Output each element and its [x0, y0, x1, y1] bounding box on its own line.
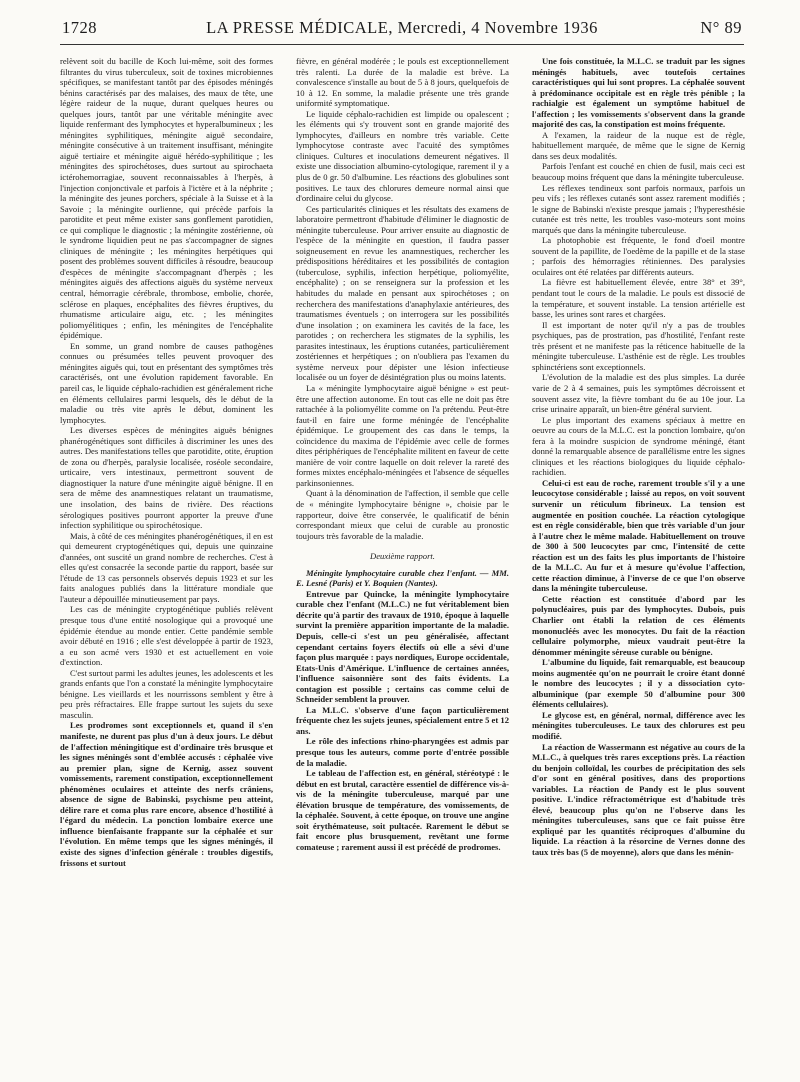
- paragraph: La M.L.C. s'observe d'une façon particulièrement fréquente chez les sujets jeunes, spécialement entre 5 et 12 ans.: [296, 704, 509, 736]
- paragraph: La réaction de Wassermann est négative au cours de la M.L.C., à quelques très rares exceptions près. La réaction du benjoin colloïdal, les courbes de précipitation des sels d'or sont en général positives, dans des proportions variables. La réaction de Pandy est le plus souvent positive. L'indice réfractométrique est d'habitude très élevé, beaucoup plus qu'on ne l'observe dans les méningites tuberculeuses, sans que ce fait puisse être expliqué par les quantités réciproques d'albumine du liquide. La réaction à la résorcine de Vernes donne des taux très bas (5 de moyenne), alors que dans les ménin-: [532, 741, 745, 858]
- paragraph: La photophobie est fréquente, le fond d'oeil montre souvent de la papillite, de l'oedème de la papille et de la stase ; parfois des hémorragies rétiniennes. Des paralysies oculaires ont été relatées par différents auteurs.: [532, 235, 745, 277]
- paragraph: Le rôle des infections rhino-pharyngées est admis par presque tous les auteurs, comme porte d'entrée possible de la maladie.: [296, 736, 509, 768]
- paragraph: A l'examen, la raideur de la nuque est de règle, habituellement marquée, de même que le signe de Kernig dans ses deux modalités.: [532, 129, 745, 161]
- column-3: [532, 56, 745, 1074]
- header-rule: [60, 44, 744, 45]
- column-2: [296, 56, 509, 1074]
- issue-number: N° 89: [700, 18, 742, 37]
- paragraph: Les prodromes sont exceptionnels et, quand il s'en manifeste, ne durent pas plus d'un à deux jours. Le début de l'affection méningitique est d'ordinaire très brusque et les signes méningés sont d'emblée accusés : céphalée vive au premier plan, signe de Kernig, assez souvent vomissements, rarement constipation, exceptionnellement phénomènes oculaires et atteinte des nerfs crâniens, absence de signe de Babinski, psychisme peu atteint, délire rare et coma plus rare encore, absence d'hostilité à l'égard du médecin. La ponction lombaire exerce une influence bienfaisante frappante sur la céphalée et sur l'évolution. En même temps que les signes méningés, il existe des signes d'infection générale : troubles digestifs, frissons et surtout: [60, 720, 273, 868]
- paragraph: Parfois l'enfant est couché en chien de fusil, mais ceci est beaucoup moins fréquent que dans la méningite tuberculeuse.: [532, 161, 745, 183]
- paragraph: relèvent soit du bacille de Koch lui-même, soit des formes filtrantes du virus tuberculeux, soit de toxines microbiennes spécifiques, se manifestant tantôt par des épisodes méningés bénins caractérisés par des malaises, des maux de tête, une légère raideur de la nuque, durant quelques heures ou quelques jours, tantôt par une véritable méningite avec liquide renfermant des lymphocytes et hyperalbumineux ; les méningites syphilitiques, méningite aiguë secondaire, méningite consécutive à un traitement insuffisant, méningite aiguë tertiaire et méningite aiguë hérédo-syphilitique ; les méningites des spirochétoses, dues surtout au spirochaeta ictérohemorragiae, souvent reconnaissables à l'herpès, à l'injection conjonctivale et parfois à l'ictère et à la néphrite ; la méningite des jeunes porchers, spéciale à la Suisse et à la Savoie ; la méningite ourlienne, qui précède parfois la parotidite et peut même exister sans gonflement parotidien, ce qui complique le diagnostic ; la méningite zostérienne, où le syndrome liquidien peut ne pas s'accompagner de signes cliniques de méningite ; les méningites herpétiques qui posent des problèmes souvent difficiles à résoudre, beaucoup d'espèces de méningite s'accompagnant d'herpès ; les méningites aiguës des affections aiguës du système nerveux central, hémorragie cérébrale, thrombose, embolie, chorée, sclérose en plaques, encéphalites des fièvres éruptives, du rhumatisme articulaire aigu, etc. ; les méningites poliomyélitiques ; enfin, les méningites de l'encéphalite épidémique.: [60, 56, 273, 341]
- paragraph: Une fois constituée, la M.L.C. se traduit par les signes méningés habituels, avec toutefois certaines caractéristiques qui lui sont propres. La céphalée souvent à prédominance occipitale est en règle très pénible ; la rachialgie est également un symptôme habituel de l'affection ; les vomissements s'observent dans la grande majorité des cas, la constipation est moins fréquente.: [532, 56, 745, 130]
- paragraph: Il est important de noter qu'il n'y a pas de troubles psychiques, pas de prostration, pas d'hostilité, l'enfant reste très présent et ne manifeste pas la réticence habituelle de la méningite tuberculeuse. L'asthénie est de règle. Les troubles sphinctériens sont exceptionnels.: [532, 319, 745, 372]
- paragraph: Le tableau de l'affection est, en général, stéréotypé : le début en est brutal, caractère essentiel de différence vis-à-vis de la méningite tuberculeuse, marqué par une élévation brusque de température, des vomissements, de la céphalée. Souvent, à cette époque, on trouve une angine soit érythémateuse, soit pultacée. Rarement le début se fait encore plus brusquement, revêtant une forme comateuse ; rarement aussi il est précédé de prodromes.: [296, 768, 509, 852]
- paragraph: La fièvre est habituellement élevée, entre 38° et 39°, pendant tout le cours de la maladie. Le pouls est dissocié de la température, et souvent instable. La tension artérielle est basse, les urines sont rares et chargées.: [532, 277, 745, 320]
- paragraph: En somme, un grand nombre de causes pathogènes connues ou présumées telles peuvent provoquer des méningites aiguës qui, tout en présentant des symptômes très caractérisés, ont une évolution rapidement favorable. En pareil cas, le liquide céphalo-rachidien est généralement riche en éléments cellulaires parmi lesquels, dès le début de la maladie ou très vite après le début, dominent les lymphocytes.: [60, 340, 273, 425]
- paragraph: Les diverses espèces de méningites aiguës bénignes phanérogénétiques sont difficiles à discriminer les unes des autres. Des manifestations telles que parotidite, otite, éruption de zona ou d'herpès, paralysie localisée, roséole secondaire, urticaire, vers intestinaux, permettront souvent de diagnostiquer la nature d'une méningite aiguë bénigne. Il en sera de même des anamnestiques relatant un traumatisme, une insolation, des bains de rivière. Des réactions sérologiques positives pourront apporter la preuve d'une infection syphilitique ou spirochétosique.: [60, 425, 273, 531]
- paragraph: Ces particularités cliniques et les résultats des examens de laboratoire permettront d'habitude d'éliminer le diagnostic de méningite tuberculeuse. Pour arriver ensuite au diagnostic de l'espèce de la méningite en question, il faudra passer soigneusement en revue les anamnestiques, rechercher les prédispositions héréditaires et les possibilités de contagion (tuberculose, syphilis, infection herpétique, poliomyélite, encéphalite) ; on se renseignera sur la profession et les habitudes du malade en pensant aux spirochétoses ; on recherchera des manifestations d'anaphylaxie antérieures, des traumatismes éventuels ; on interrogera sur les possibilités d'une insolation ; on examinera les cavités de la face, les parotides ; on recherchera les stigmates de la syphilis, les parasites intestinaux, les éruptions cutanées, particulièrement zostériennes et herpétiques ; on n'oubliera pas l'examen du système nerveux pour dépister une lésion infectieuse localisée ou un foyer de désintégration plus ou moins latents.: [296, 203, 509, 383]
- paragraph: Mais, à côté de ces méningites phanérogénétiques, il en est qui demeurent cryptogénétiques qui, depuis une quinzaine d'années, ont suscité un grand nombre de recherches. C'est à elles qu'est consacrée la seconde partie du rapport, basée sur l'étude de 13 cas personnels observés depuis 1923 et sur les faits analogues publiés dans la littérature mondiale que l'auteur a dépouillée minutieusement par pays.: [60, 530, 273, 604]
- paragraph: Quant à la dénomination de l'affection, il semble que celle de « méningite lymphocytaire bénigne », choisie par le rapporteur, doive être conservée, le qualificatif de bénin correspondant mieux que celui de curable au pronostic toujours très favorable de la maladie.: [296, 488, 509, 541]
- paragraph: La « méningite lymphocytaire aiguë bénigne » est peut-être une affection autonome. En tout cas elle ne doit pas être rattachée à la poliomyélite comme on l'a prétendu. Peut-être faut-il en faire une forme méningée de l'encéphalite épidémique. Le groupement des cas dans le temps, la coïncidence du maxima de l'épidémie avec celle de formes dites périphériques de l'encéphalite militent en faveur de cette manière de voir contre laquelle on doit relever la rareté des formes mixtes encéphalo-méningées et l'absence de séquelles parkinsoniennes.: [296, 382, 509, 488]
- section-heading: Deuxième rapport.: [370, 551, 435, 562]
- paragraph: Le liquide céphalo-rachidien est limpide ou opalescent ; les éléments qui s'y trouvent sont en grande majorité des lymphocytes, d'ailleurs en nombre très variable. Cette lymphocytose contraste avec l'acuité des symptômes cliniques. Cultures et inoculations demeurent négatives. Il existe une dissociation albumino-cytologique, rarement il y a plus de 0 gr. 50 d'albumine. Les réactions des globulines sont positives. Le taux des chlorures demeure normal ainsi que d'ordinaire celui du glycose.: [296, 108, 509, 204]
- journal-title: LA PRESSE MÉDICALE, Mercredi, 4 Novembre 1936: [206, 18, 598, 37]
- paragraph: Celui-ci est eau de roche, rarement trouble s'il y a une leucocytose considérable ; laissé au repos, on voit souvent survenir un réticulum fibrineux. La tension est augmentée en position couchée. La réaction cytologique est en règle considérable, bien que très variable d'un jour à l'autre chez le même malade. Habituellement on trouve de 300 à 500 leucocytes par cmc, l'intensité de cette réaction est un des faits les plus importants de l'histoire de la M.L.C. Au fur et à mesure qu'évolue l'affection, cette réaction diminue, à l'inverse de ce que l'on observe dans la méningite tuberculeuse.: [532, 477, 745, 594]
- paragraph: Le glycose est, en général, normal, différence avec les méningites tuberculeuses. Le taux des chlorures est peu modifié.: [532, 709, 745, 741]
- paragraph: Les cas de méningite cryptogénétique publiés relèvent presque tous d'une entité nosologique qui a provoqué une épidémie étendue au monde entier. Cette pandémie semble avoir débuté en 1916 ; elle s'est développée à partir de 1923, a eu son acmé vers 1930 et est actuellement en voie d'extinction.: [60, 604, 273, 668]
- report-title: Méningite lymphocytaire curable chez l'enfant. — MM. E. Lesné (Paris) et Y. Boquien (Nantes).: [296, 567, 509, 589]
- paragraph: Cette réaction est constituée d'abord par les polynucléaires, puis par des lymphocytes. Dubois, puis Charlier ont établi la relation de ces éléments mononucléés avec les monocytes. Du fait de la réaction cellulaire polymorphe, mieux vaudrait peut-être la dénommer méningite séreuse curable ou bénigne.: [532, 593, 745, 657]
- column-1: [60, 56, 273, 1074]
- paragraph: L'albumine du liquide, fait remarquable, est beaucoup moins augmentée qu'on ne pourrait le croire étant donné le nombre des leucocytes ; il y a dissociation cyto-albuminique (par exemple 50 d'albumine pour 300 éléments cellulaires).: [532, 657, 745, 710]
- page-number: 1728: [62, 18, 97, 37]
- paragraph: L'évolution de la maladie est des plus simples. La durée varie de 2 à 4 semaines, puis les symptômes décroissent et souvent assez vite, la fièvre tombant du 6e au 10e jour. La crise urinaire apparaît, un bien-être général survient.: [532, 372, 745, 415]
- paragraph: Entrevue par Quincke, la méningite lymphocytaire curable chez l'enfant (M.L.C.) ne fut véritablement bien décrite qu'à partir des travaux de 1910, époque à laquelle survint la première apparition importante de la maladie. Depuis, celle-ci s'est un peu généralisée, affectant cependant certains foyers électifs où elle a sévi d'une façon plus marquée : pays nordiques, Europe occidentale, Etats-Unis d'Amérique. L'influence de certaines années, l'influence saisonnière sont des faits évidents. La contagion est possible ; certains cas comme celui de Schneider semblent la prouver.: [296, 588, 509, 705]
- paragraph: fièvre, en général modérée ; le pouls est exceptionnellement très ralenti. La durée de la maladie est brève. La convalescence s'installe au bout de 5 à 8 jours, quelquefois de 10 à 12. En somme, la maladie présente une très grande uniformité symptomatique.: [296, 56, 509, 109]
- paragraph: Les réflexes tendineux sont parfois normaux, parfois un peu vifs ; les réflexes cutanés sont assez rarement modifiés ; le signe de Babinski n'existe presque jamais ; l'hyperesthésie cutanée est très nette, les troubles vaso-moteurs sont moins marqués que dans la méningite tuberculeuse.: [532, 182, 745, 235]
- paragraph: C'est surtout parmi les adultes jeunes, les adolescents et les grands enfants que l'on a constaté la méningite lymphocytaire bénigne. Les vieillards et les nourrissons semblent y être à peu près réfractaires. Elle frappe surtout les sujets du sexe masculin.: [60, 667, 273, 720]
- paragraph: Le plus important des examens spéciaux à mettre en oeuvre au cours de la M.L.C. est la ponction lombaire, qu'on fera à la moindre suspicion de syndrome méningé, étant donné la remarquable absence de parallélisme entre les signes cliniques et les réactions biologiques du liquide céphalo-rachidien.: [532, 414, 745, 478]
